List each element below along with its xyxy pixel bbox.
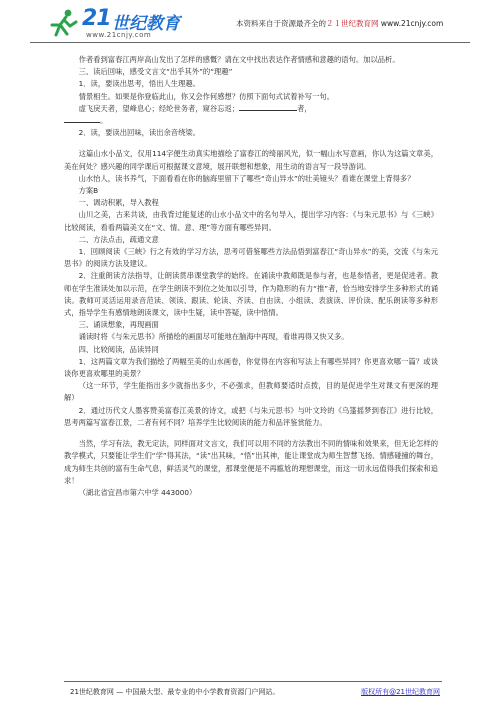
- paragraph: 这篇山水小品文，仅用114字便生动真实地描绘了富春江的绮丽风光，似一幅山水写意画，你认为这篇文章美，美在何处？感兴趣的同学课后可根据课文意境，展开联想和想象，用生动的语言写一段导游词。: [64, 149, 438, 171]
- answer-blank[interactable]: [239, 103, 297, 111]
- copyright-link[interactable]: 版权所有@21世纪教育网: [361, 688, 440, 696]
- paragraph: 1．读，要读出思考，悟出人生理趣。: [78, 79, 200, 89]
- page-header: [30, 2, 470, 42]
- answer-blank[interactable]: [64, 115, 100, 123]
- paragraph: 2．读，要读出回味，读出余音绕梁。: [78, 128, 200, 138]
- paragraph: 当然，学习有法，教无定法，同样面对文言文，我们可以用不同的方法教出不同的情味和效果来，但无论怎样的教学模式，只要能让学生们“学”得其法，“读”出其味，“悟”出其神，能让课堂成为师生智慧飞扬、情感碰撞的舞台，成为师生共创的富有生命气息，鲜活灵气的课堂，那课堂便是不再尴尬的理想课堂，而这一切永远值得我们探索和追求！: [64, 439, 438, 485]
- paragraph: 2．注重朗读方法指导，让朗读贯串课堂教学的始终。在诵读中教师既是参与者，也是参悟者，更是促进者。教师在学生准读处加以示范，在学生朗读不到位之处加以引导，作为隐形的有力“推”者，恰当地安排学生多种形式的诵读。教师可灵活运用录音范读、领读、跟读、轮读、齐读、自由读、小组读、表演读、评价读、配乐朗读等多种形式，指导学生有感情地朗读课文，读中生疑，读中答疑，读中悟情。: [64, 271, 438, 318]
- paragraph: 情景相生。如果是你登临此山，你又会作何感想？仿照下面句式试着补写一句。: [78, 91, 334, 101]
- footer-divider: [64, 681, 442, 682]
- author-affiliation: （湖北省宜昌市第六中学 443000）: [78, 487, 197, 497]
- header-note-url[interactable]: www.21cnjy.com: [380, 19, 444, 28]
- plan-heading: 方案B: [78, 186, 99, 196]
- paragraph: 1．这两篇文章为我们描绘了两幅至美的山水画卷，你觉得在内容和写法上有哪些异同？你更喜欢哪一篇？或谈谈你更喜欢哪里的美景？: [64, 356, 438, 379]
- section-heading: 四、比较阅读，品读异同: [78, 344, 159, 354]
- fill-in-continuation: [64, 115, 438, 127]
- section-heading: 三、诵读想象，再现画面: [78, 320, 159, 330]
- fill-in-end: 。: [100, 116, 108, 126]
- brand-logo[interactable]: [46, 6, 226, 42]
- section-heading: 二、方法点击，疏通文意: [78, 234, 159, 244]
- logo-url: www.21cnjy.com: [86, 31, 152, 39]
- paragraph: （这一环节，学生能指出多少就指出多少，不必强求，但教师要适时点拨，目的是促进学生对课文有更深的理解）: [64, 381, 438, 403]
- paragraph: 1．回顾阅读《三峡》行之有效的学习方法，思考可借鉴哪些方法品悟到富春江“奇山异水”的美，交流《与朱元思书》的阅读方法及建议。: [64, 247, 438, 269]
- header-note-site[interactable]: ２１世纪教育网: [326, 19, 379, 28]
- fill-in-exercise: [64, 103, 438, 115]
- section-heading: 一、调动积累，导入教程: [78, 198, 159, 208]
- logo-number: 21: [82, 6, 111, 31]
- header-divider: [30, 42, 470, 43]
- header-note-prefix: 本资料来自于资源最齐全的: [236, 19, 326, 28]
- footer-site-description: 21世纪教育网 — 中国最大型、最专业的中小学教育资源门户网站。: [70, 688, 280, 696]
- paragraph: 山水怡人，读书养气，下面看看在你的脑海里留下了哪些“奇山异水”的壮美镜头？看谁在课堂上背得多？: [78, 173, 415, 183]
- paragraph: 作者看到富春江两岸高山发出了怎样的感慨？请在文中找出表达作者情感和意趣的语句。加以品析。: [78, 55, 400, 64]
- fill-in-suffix: 者，: [297, 103, 312, 113]
- paragraph: 2．通过历代文人墨客赞美富春江美景的诗文，或把《与朱元思书》与叶文玲的《乌篷摇梦到春江》进行比较，思考两篇写富春江景，二者有何不同？培养学生比较阅读的能力和品评鉴赏能力。: [64, 405, 438, 427]
- header-note: [236, 18, 443, 29]
- fill-in-example: 虚飞戾天者，望峰息心；经纶世务者，窥谷忘返；: [78, 103, 240, 113]
- section-heading: 三、读后回味，感受文言文“出乎其外”的“理趣”: [78, 67, 233, 77]
- paragraph: 诵读时将《与朱元思书》所描绘的画面尽可能地在脑海中再现，看谁再得又快又多。: [78, 332, 349, 342]
- logo-name: 世纪教育: [112, 14, 180, 34]
- paragraph: 山川之美，古来共谈，由我背过能复述的山水小品文中的名句导入，提出学习内容：《与朱元思书》与《三峡》比较阅读，看看两篇美文在“文、情、意、理”等方面有哪些异同。: [64, 210, 438, 232]
- article-body: [64, 54, 438, 499]
- runner-logo-icon: [46, 8, 80, 38]
